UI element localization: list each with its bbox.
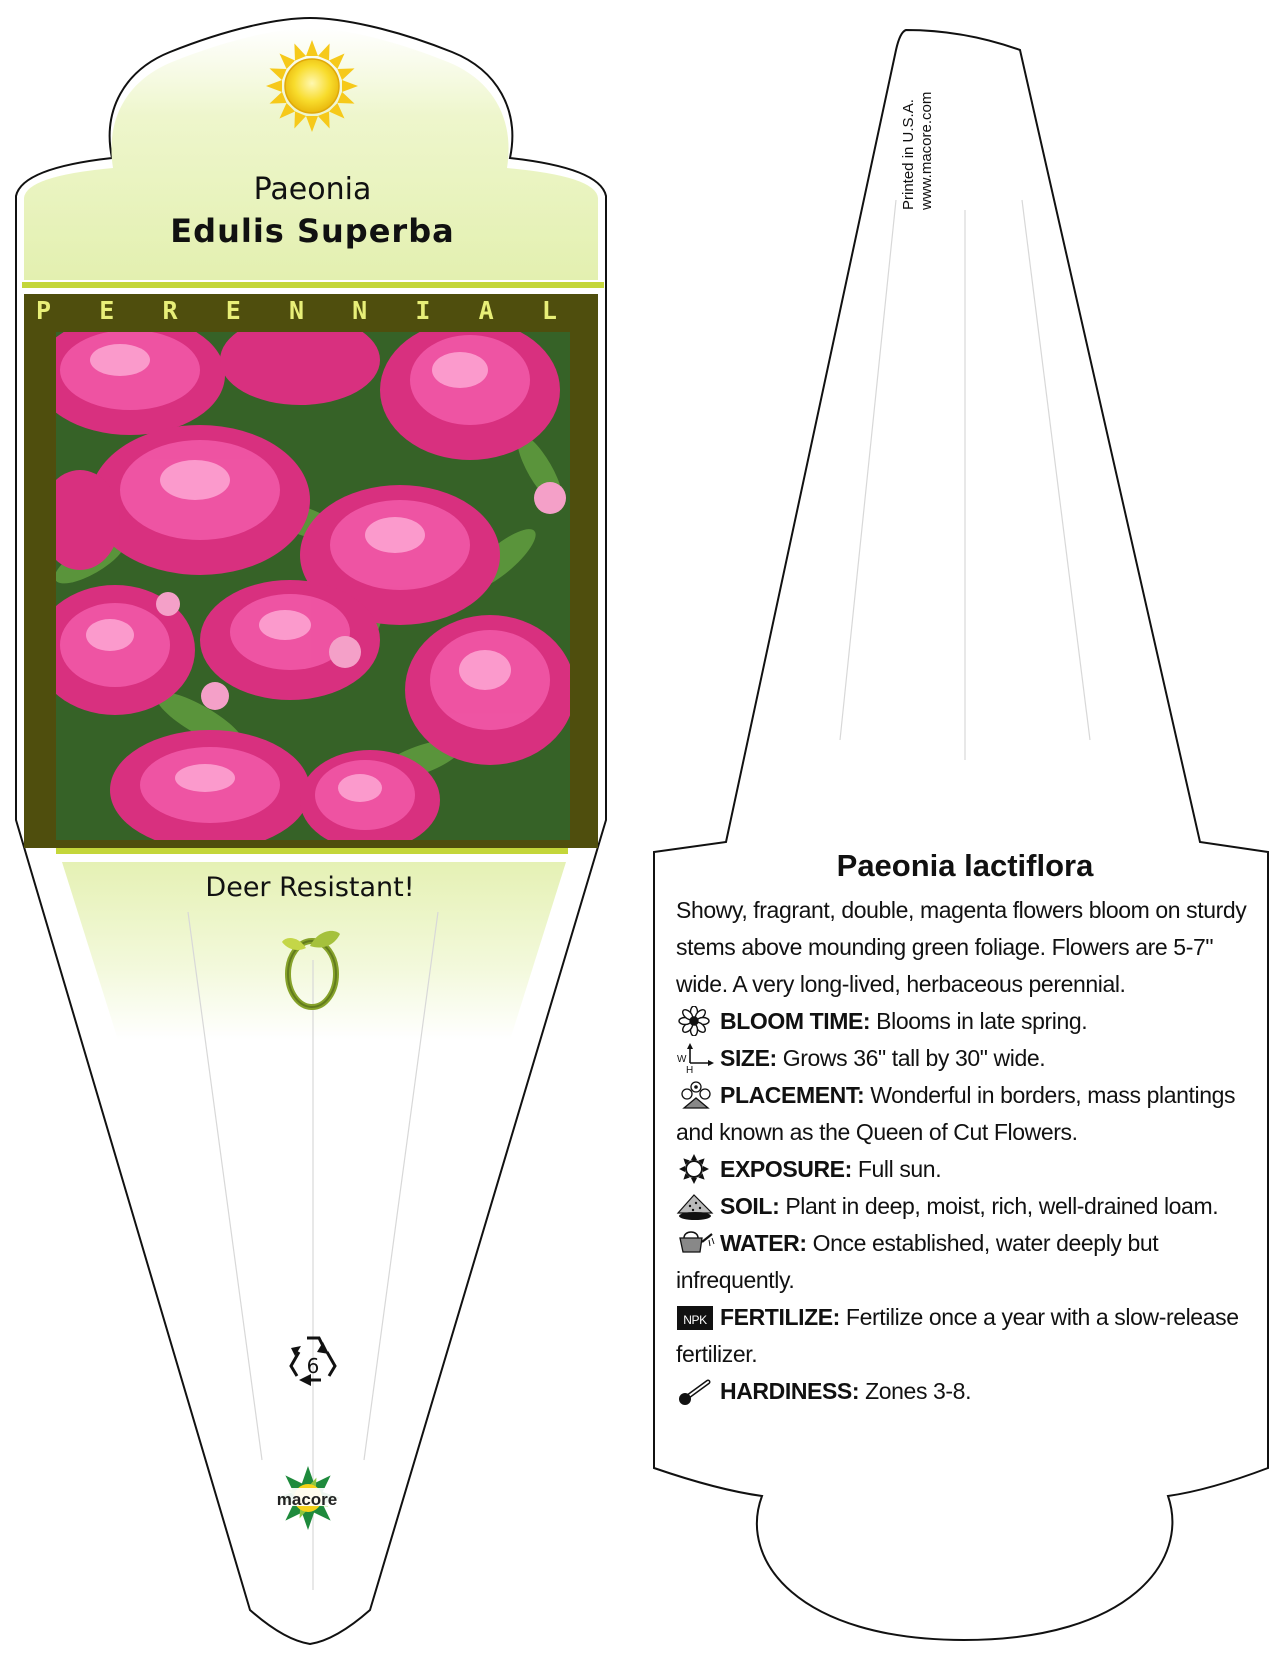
recycle-number: 6 — [306, 1354, 320, 1378]
care-value: Grows 36" tall by 30" wide. — [776, 1045, 1046, 1071]
care-label: EXPOSURE: — [720, 1156, 852, 1182]
lower-divider-line — [56, 848, 568, 854]
placement-icon — [676, 1080, 716, 1110]
brand-name: macore — [276, 1490, 338, 1509]
care-label: WATER: — [720, 1230, 807, 1256]
care-label: HARDINESS: — [720, 1378, 860, 1404]
printed-in-text: Printed in U.S.A. — [900, 99, 917, 210]
category-letter: E — [225, 296, 241, 325]
category-letter: R — [162, 296, 178, 325]
plant-cultivar: Edulis Superba — [170, 212, 455, 250]
care-value: Once established, water deeply but infrequently. — [676, 1230, 1159, 1293]
width-letter: W — [677, 1054, 687, 1065]
care-size — [676, 1040, 1266, 1077]
deer-resistant-tagline: Deer Resistant! — [205, 872, 415, 903]
npk-label: NPK — [683, 1313, 707, 1327]
soil-icon — [676, 1191, 716, 1221]
website-text: www.macore.com — [918, 91, 935, 210]
care-bloom-time — [676, 1003, 1266, 1040]
header-divider-line — [22, 282, 604, 288]
thermometer-icon — [676, 1376, 716, 1406]
care-placement — [676, 1077, 1266, 1151]
care-value: Blooms in late spring. — [870, 1008, 1088, 1034]
care-instructions — [676, 892, 1266, 1410]
npk-icon — [676, 1302, 716, 1332]
care-fertilize — [676, 1299, 1266, 1373]
flower-icon — [676, 1006, 716, 1036]
category-letter: E — [99, 296, 115, 325]
height-letter: H — [686, 1065, 693, 1073]
care-value: Plant in deep, moist, rich, well-drained loam. — [779, 1193, 1219, 1219]
care-label: BLOOM TIME: — [720, 1008, 871, 1034]
care-value: Full sun. — [851, 1156, 942, 1182]
category-letter: I — [415, 296, 431, 325]
plant-description: Showy, fragrant, double, magenta flowers bloom on sturdy stems above mounding green foliage. Flowers are 5-7" wide. A very long-lived, herbaceous perennial. — [676, 897, 1247, 997]
category-letter: N — [352, 296, 368, 325]
care-label: FERTILIZE: — [720, 1304, 840, 1330]
plant-genus: Paeonia — [253, 172, 372, 207]
printing-info — [900, 60, 934, 210]
care-label: SIZE: — [720, 1045, 777, 1071]
care-label: SOIL: — [720, 1193, 780, 1219]
care-hardiness — [676, 1373, 1266, 1410]
care-value: Fertilize once a year with a slow-release fertilizer. — [676, 1304, 1239, 1367]
sun-icon — [676, 1154, 716, 1184]
category-letter: A — [478, 296, 494, 325]
care-water — [676, 1225, 1266, 1299]
care-exposure — [676, 1151, 1266, 1188]
category-letter: P — [36, 296, 52, 325]
full-sun-icon — [266, 40, 358, 132]
category-letter: N — [288, 296, 304, 325]
peony-photo — [35, 315, 575, 850]
front-tag — [16, 18, 606, 1644]
species-title: Paeonia lactiflora — [836, 848, 1094, 883]
category-label — [24, 296, 569, 325]
care-soil — [676, 1188, 1266, 1225]
care-label: PLACEMENT: — [720, 1082, 865, 1108]
watering-can-icon — [676, 1228, 716, 1258]
category-letter: L — [541, 296, 557, 325]
care-value: Wonderful in borders, mass plantings and known as the Queen of Cut Flowers. — [676, 1082, 1236, 1145]
size-icon — [676, 1043, 716, 1073]
care-value: Zones 3-8. — [859, 1378, 972, 1404]
